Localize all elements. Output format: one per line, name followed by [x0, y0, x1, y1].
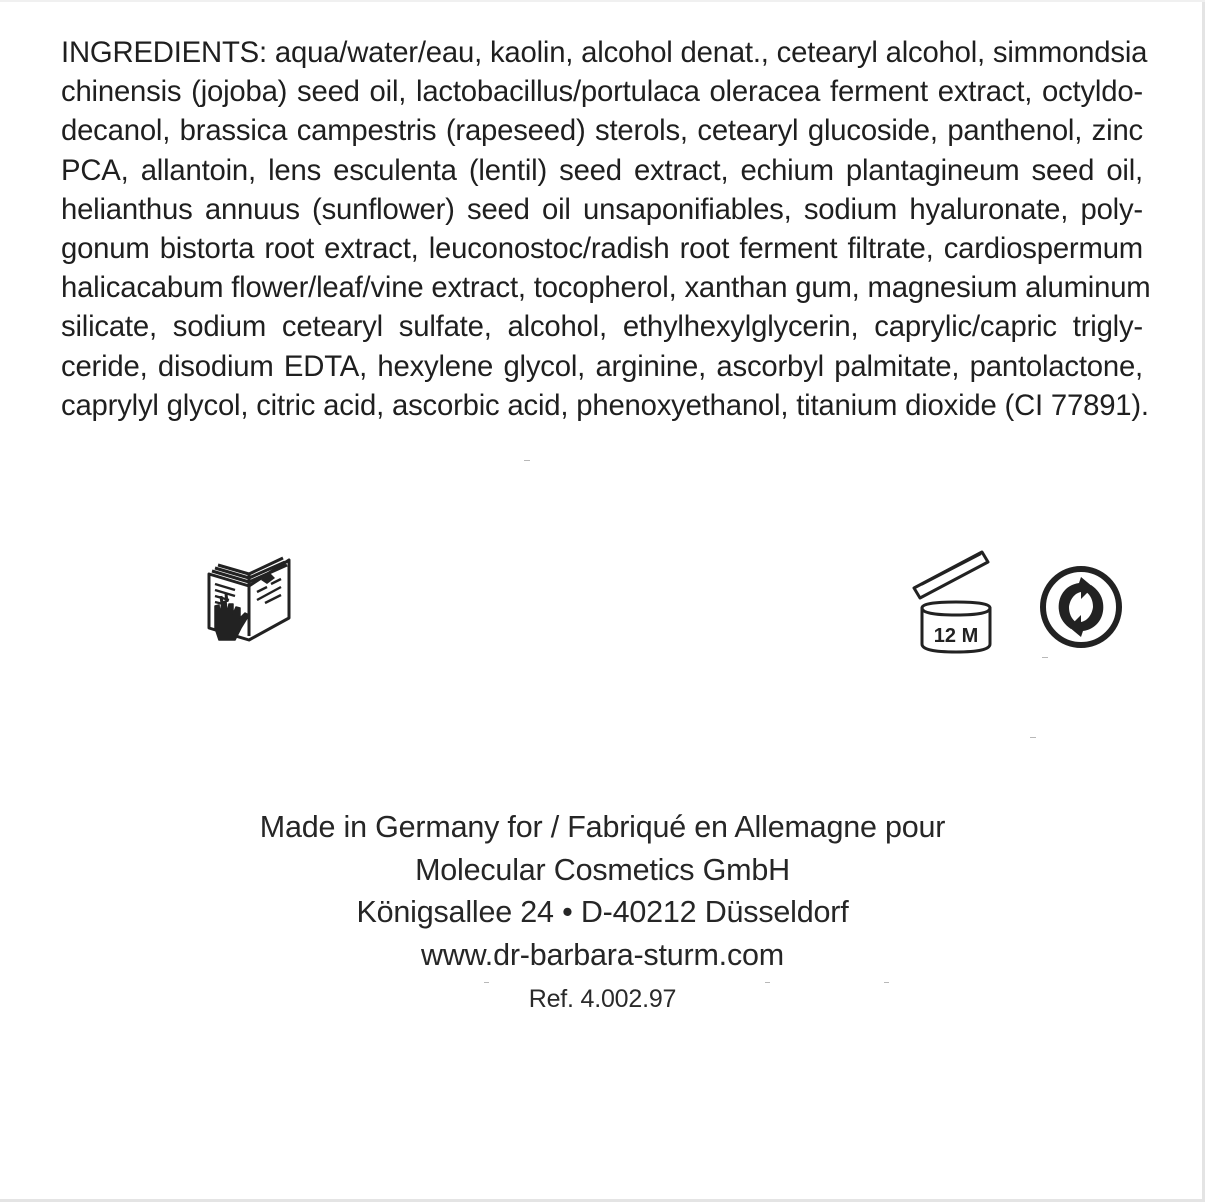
print-speck	[1042, 657, 1048, 658]
panel-edge	[0, 0, 1205, 2]
print-speck	[524, 460, 530, 461]
website: www.dr-barbara-sturm.com	[421, 937, 784, 972]
company-name: Molecular Cosmetics GmbH	[415, 852, 790, 887]
made-in-line: Made in Germany for / Fabriqué en Allemagne pour	[259, 810, 946, 844]
ingredients-line: chinensis (jojoba) seed oil, lactobacillus/portulaca oleracea ferment extract, octyldo-	[61, 75, 1143, 109]
print-speck	[1030, 737, 1036, 738]
ingredients-line: caprylyl glycol, citric acid, ascorbic acid, phenoxyethanol, titanium dioxide (CI 77891).	[61, 388, 1149, 422]
reference-number: Ref. 4.002.97	[528, 985, 677, 1013]
ingredients-line: INGREDIENTS: aqua/water/eau, kaolin, alcohol denat., cetearyl alcohol, simmondsia	[61, 36, 1148, 69]
ingredients-line: helianthus annuus (sunflower) seed oil unsaponifiables, sodium hyaluronate, poly-	[61, 192, 1143, 226]
ingredients-line: ceride, disodium EDTA, hexylene glycol, arginine, ascorbyl palmitate, pantolactone,	[61, 349, 1143, 383]
ingredients-line: silicate, sodium cetearyl sulfate, alcohol, ethylhexylglycerin, caprylic/capric trigly-	[61, 310, 1143, 344]
ingredients-line: halicacabum flower/leaf/vine extract, tocopherol, xanthan gum, magnesium aluminum	[61, 271, 1151, 305]
period-after-opening-icon	[910, 548, 1002, 654]
ingredients-line: gonum bistorta root extract, leuconostoc/radish root ferment filtrate, cardiospermum	[61, 232, 1143, 266]
manufacturer-block	[0, 806, 1205, 976]
pao-label: 12 M	[933, 625, 979, 647]
ingredients-line: decanol, brassica campestris (rapeseed) sterols, cetearyl glucoside, panthenol, zinc	[61, 114, 1143, 148]
ingredients-list	[61, 33, 1151, 425]
green-dot-icon	[1039, 565, 1123, 649]
ingredients-line: PCA, allantoin, lens esculenta (lentil) seed extract, echium plantagineum seed oil,	[61, 153, 1143, 187]
read-instructions-icon	[205, 556, 293, 642]
company-address: Königsallee 24 • D-40212 Düsseldorf	[356, 895, 849, 929]
